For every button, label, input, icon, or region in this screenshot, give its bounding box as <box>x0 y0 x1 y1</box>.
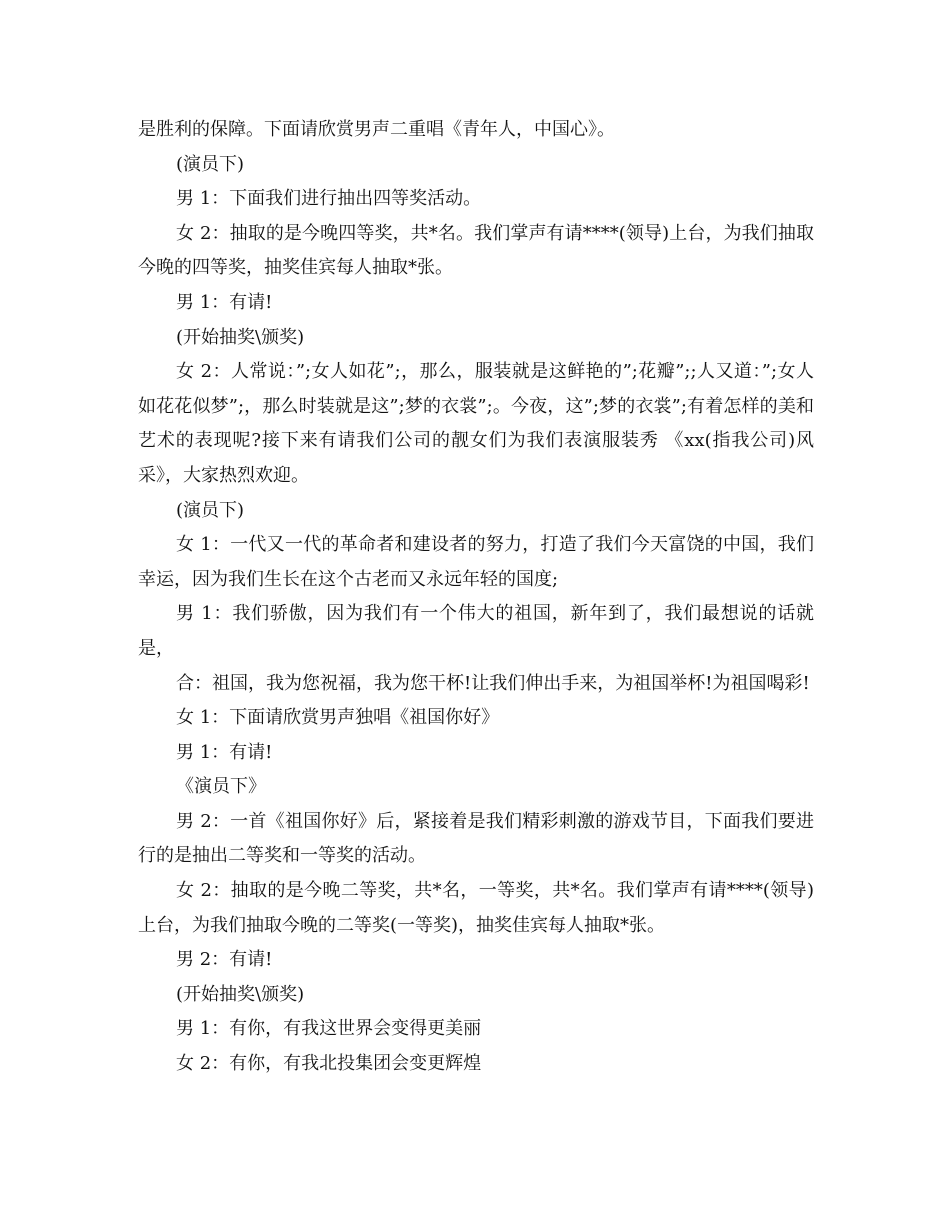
paragraph: 男 1：有请! <box>176 741 273 763</box>
paragraph: 男 1：有你，有我这世界会变得更美丽 <box>176 1018 482 1040</box>
paragraph: 男 2：有请! <box>176 949 273 971</box>
paragraph: 女 2：有你，有我北投集团会变更辉煌 <box>176 1053 482 1075</box>
paragraph: (开始抽奖\颁奖) <box>176 326 305 348</box>
paragraph: (演员下) <box>176 153 245 175</box>
paragraph: 女 2：抽取的是今晚二等奖，共*名，一等奖，共*名。我们掌声有请****(领导)上台，为我们抽取今晚的二等奖(一等奖)，抽奖佳宾每人抽取*张。 <box>138 880 814 936</box>
paragraph: 男 2：一首《祖国你好》后，紧接着是我们精彩刺激的游戏节目，下面我们要进行的是抽出二等奖和一等奖的活动。 <box>138 810 814 867</box>
paragraph: 男 1：我们骄傲，因为我们有一个伟大的祖国，新年到了，我们最想说的话就是， <box>138 603 814 659</box>
paragraph: (开始抽奖\颁奖) <box>176 983 305 1005</box>
paragraph: 女 2：人常说：”;女人如花”;，那么，服装就是这鲜艳的”;花瓣”;;人又道：”;女人如花花似梦”;，那么时装就是这”;梦的衣裳”;。今夜，这”;梦的衣裳”;有着怎样的美和艺术的表现呢?接下来有请我们公司的靓女们为我们表演服装秀 《xx(指我公司)风采》，大家热烈欢迎。 <box>138 361 814 486</box>
paragraph: 女 1：下面请欣赏男声独唱《祖国你好》 <box>176 707 500 729</box>
paragraph: 《演员下》 <box>176 776 266 798</box>
paragraph: 男 1：下面我们进行抽出四等奖活动。 <box>176 188 482 210</box>
paragraph: 男 1：有请! <box>176 291 273 313</box>
paragraph: 女 1：一代又一代的革命者和建设者的努力，打造了我们今天富饶的中国，我们幸运，因为我们生长在这个古老而又永远年轻的国度; <box>138 534 814 590</box>
paragraph: 是胜利的保障。下面请欣赏男声二重唱《青年人，中国心》。 <box>138 119 615 140</box>
paragraph: 合：祖国，我为您祝福，我为您干杯!让我们伸出手来，为祖国举杯!为祖国喝彩! <box>176 672 810 694</box>
paragraph: (演员下) <box>176 499 245 521</box>
document-body <box>138 113 814 1082</box>
paragraph: 女 2：抽取的是今晚四等奖，共*名。我们掌声有请****(领导)上台，为我们抽取今晚的四等奖，抽奖佳宾每人抽取*张。 <box>138 222 814 279</box>
